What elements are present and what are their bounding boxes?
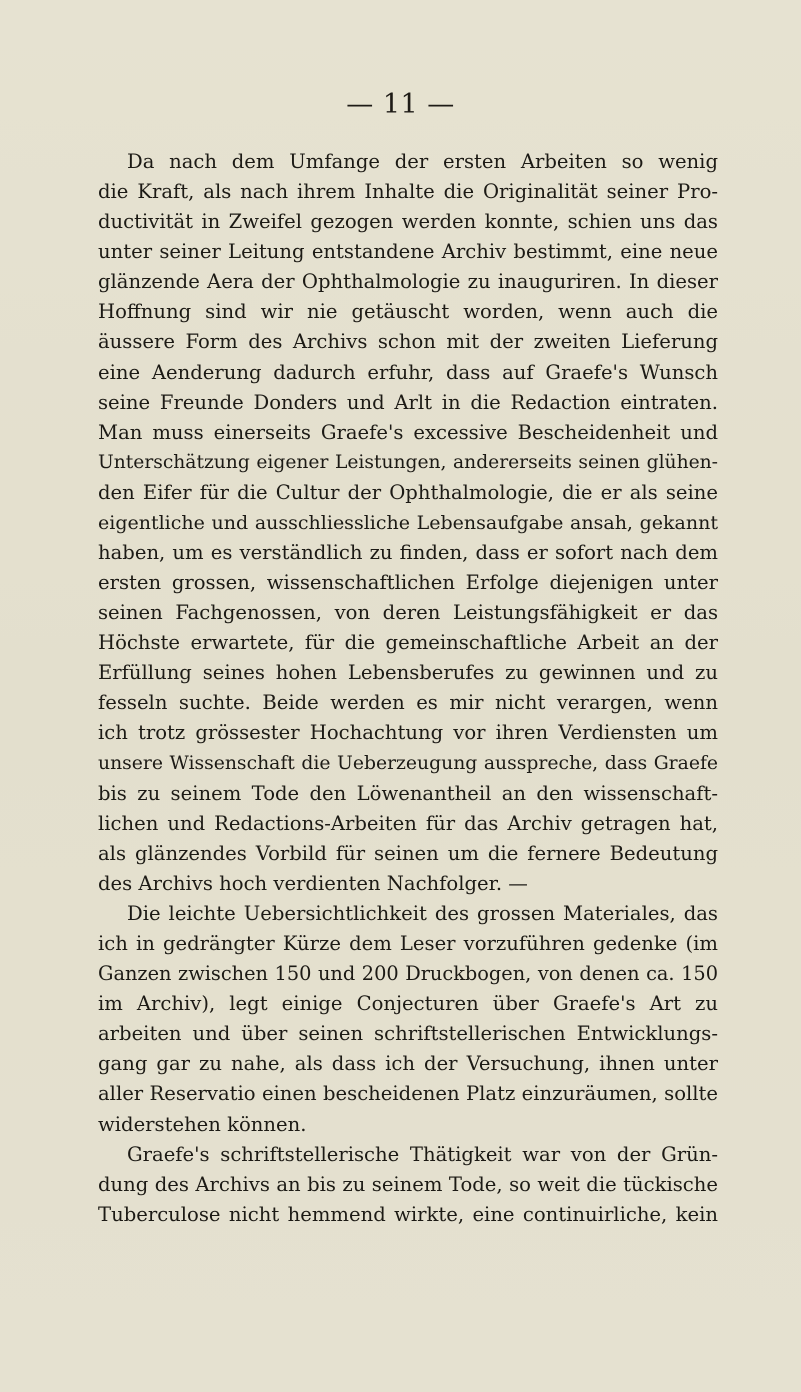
- text-line: glänzende Aera der Ophthalmologie zu inauguriren. In dieser: [98, 270, 718, 294]
- text-line: seine Freunde Donders und Arlt in die Redaction eintraten.: [98, 390, 718, 414]
- text-line: ductivität in Zweifel gezogen werden konnte, schien uns das: [98, 210, 718, 234]
- text-line: den Eifer für die Cultur der Ophthalmologie, die er als seine: [98, 480, 718, 504]
- text-line: äussere Form des Archivs schon mit der zweiten Lieferung: [98, 330, 718, 354]
- text-line: Die leichte Uebersichtlichkeit des grossen Materiales, das: [127, 901, 718, 925]
- text-line: widerstehen können.: [98, 1112, 307, 1136]
- text-line: bis zu seinem Tode den Löwenantheil an den wissenschaft-: [98, 781, 718, 805]
- text-line: Unterschätzung eigener Leistungen, andererseits seinen glühen-: [98, 451, 718, 473]
- text-line: im Archiv), legt einige Conjecturen über Graefe's Art zu: [98, 992, 718, 1016]
- text-line: unsere Wissenschaft die Ueberzeugung ausspreche, dass Graefe: [98, 752, 718, 774]
- text-line: eigentliche und ausschliessliche Lebensaufgabe ansah, gekannt: [98, 511, 718, 534]
- text-line: Erfüllung seines hohen Lebensberufes zu gewinnen und zu: [98, 661, 718, 685]
- text-line: lichen und Redactions-Arbeiten für das Archiv getragen hat,: [98, 811, 718, 835]
- body-text: [98, 147, 718, 1230]
- text-line: Man muss einerseits Graefe's excessive Bescheidenheit und: [98, 420, 718, 444]
- text-line: Da nach dem Umfange der ersten Arbeiten so wenig: [127, 150, 718, 173]
- text-line: ich in gedrängter Kürze dem Leser vorzuführen gedenke (im: [98, 932, 718, 956]
- text-line: haben, um es verständlich zu finden, dass er sofort nach dem: [98, 541, 718, 565]
- text-line: Ganzen zwischen 150 und 200 Druckbogen, von denen ca. 150: [98, 962, 718, 986]
- text-line: arbeiten und über seinen schriftstellerischen Entwicklungs-: [98, 1022, 718, 1046]
- text-line: Tuberculose nicht hemmend wirkte, eine continuirliche, kein: [98, 1202, 718, 1226]
- text-line: aller Reservatio einen bescheidenen Platz einzuräumen, sollte: [98, 1082, 718, 1106]
- text-line: die Kraft, als nach ihrem Inhalte die Originalität seiner Pro-: [98, 180, 718, 204]
- text-line: als glänzendes Vorbild für seinen um die fernere Bedeutung: [98, 841, 718, 865]
- text-line: ich trotz grössester Hochachtung vor ihren Verdiensten um: [98, 721, 718, 745]
- text-line: Graefe's schriftstellerische Thätigkeit war von der Grün-: [127, 1142, 718, 1166]
- text-line: Hoffnung sind wir nie getäuscht worden, wenn auch die: [98, 300, 718, 324]
- text-line: unter seiner Leitung entstandene Archiv bestimmt, eine neue: [98, 240, 718, 264]
- text-line: gang gar zu nahe, als dass ich der Versuchung, ihnen unter: [98, 1052, 718, 1076]
- text-line: fesseln suchte. Beide werden es mir nicht verargen, wenn: [98, 691, 718, 715]
- text-line: ersten grossen, wissenschaftlichen Erfolge diejenigen unter: [98, 571, 718, 595]
- text-line: Höchste erwartete, für die gemeinschaftliche Arbeit an der: [98, 631, 718, 655]
- text-line: eine Aenderung dadurch erfuhr, dass auf Graefe's Wunsch: [98, 360, 718, 384]
- text-line: des Archivs hoch verdienten Nachfolger. —: [98, 871, 528, 895]
- page-number: — 11 —: [346, 89, 455, 120]
- text-line: seinen Fachgenossen, von deren Leistungsfähigkeit er das: [98, 601, 718, 625]
- text-line: dung des Archivs an bis zu seinem Tode, so weit die tückische: [98, 1172, 718, 1196]
